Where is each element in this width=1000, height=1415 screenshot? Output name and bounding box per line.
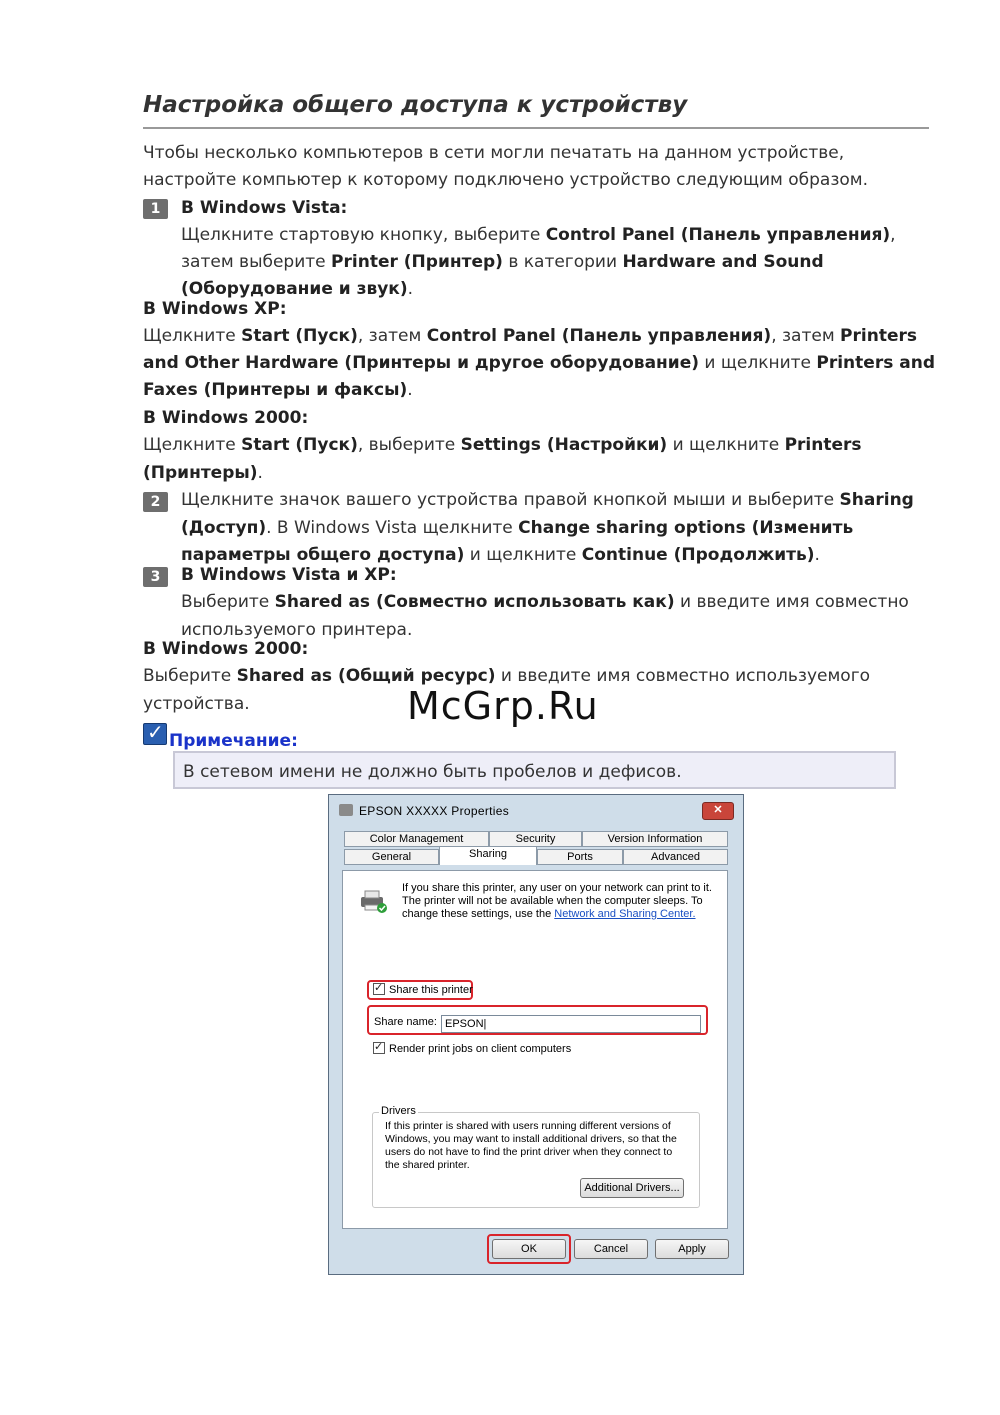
step-3-badge: 3 xyxy=(143,567,168,587)
step-2-badge: 2 xyxy=(143,492,168,512)
tab-general[interactable]: General xyxy=(344,849,439,865)
render-jobs-checkbox[interactable]: ✓Render print jobs on client computers xyxy=(373,1042,571,1055)
step-1-vista-line-3: (Оборудование и звук). xyxy=(181,279,414,299)
step-1-vista-line-2: затем выберите Printer (Принтер) в категории Hardware and Sound xyxy=(181,252,824,272)
share-name-input[interactable]: EPSON| xyxy=(441,1015,701,1033)
tab-security[interactable]: Security xyxy=(489,831,582,847)
share-name-label: Share name: xyxy=(374,1016,437,1028)
close-icon[interactable]: ✕ xyxy=(702,802,734,820)
note-title: Примечание: xyxy=(169,731,298,751)
note-check-icon: ✓ xyxy=(143,723,167,745)
tab-color-management[interactable]: Color Management xyxy=(344,831,489,847)
watermark: McGrp.Ru xyxy=(407,684,599,728)
step-3-w2k-heading: В Windows 2000: xyxy=(143,639,309,659)
step-1-w2k-line-1: Щелкните Start (Пуск), выберите Settings (Настройки) и щелкните Printers xyxy=(143,435,862,455)
render-check-icon xyxy=(373,1042,385,1054)
share-name-highlight xyxy=(367,1005,708,1035)
share-check-icon xyxy=(373,983,385,995)
step-3-heading: В Windows Vista и XP: xyxy=(181,565,397,585)
step-1-xp-line-3: Faxes (Принтеры и факсы). xyxy=(143,380,413,400)
shared-printer-icon xyxy=(358,888,388,914)
step-1-badge: 1 xyxy=(143,199,168,219)
apply-button[interactable]: Apply xyxy=(655,1239,729,1259)
step-1-vista-heading: В Windows Vista: xyxy=(181,198,348,218)
dialog-title: EPSON XXXXX Properties xyxy=(359,804,509,818)
cancel-button[interactable]: Cancel xyxy=(574,1239,648,1259)
sharing-panel xyxy=(342,870,728,1229)
tab-sharing[interactable]: Sharing xyxy=(439,846,537,865)
title-divider xyxy=(143,127,929,129)
step-3-w2k-line-1: Выберите Shared as (Общий ресурс) и введите имя совместно используемого xyxy=(143,666,871,686)
step-1-vista-line-1: Щелкните стартовую кнопку, выберите Control Panel (Панель управления), xyxy=(181,225,896,245)
note-box xyxy=(173,751,896,789)
step-1-xp-line-2: and Other Hardware (Принтеры и другое оборудование) и щелкните Printers and xyxy=(143,353,935,373)
info-line-1: If you share this printer, any user on your network can print to it. xyxy=(402,882,712,894)
intro-line-2: настройте компьютер к которому подключено устройство следующим образом. xyxy=(143,170,869,190)
properties-dialog xyxy=(328,794,744,1275)
drivers-text: If this printer is shared with users running different versions of Windows, you may want to install additional drivers, so that the users do not have to find the print driver when they connect to the shared printer. xyxy=(385,1120,677,1171)
step-3-line-2: используемого принтера. xyxy=(181,620,413,640)
sharing-info xyxy=(402,882,712,921)
step-2-line-2: (Доступ). В Windows Vista щелкните Change sharing options (Изменить xyxy=(181,518,854,538)
additional-drivers-button[interactable]: Additional Drivers... xyxy=(580,1178,684,1198)
share-this-printer-checkbox[interactable]: ✓Share this printer xyxy=(373,983,473,996)
step-1-xp-line-1: Щелкните Start (Пуск), затем Control Panel (Панель управления), затем Printers xyxy=(143,326,917,346)
tab-ports[interactable]: Ports xyxy=(537,849,623,865)
tab-version-information[interactable]: Version Information xyxy=(582,831,728,847)
info-line-3: change these settings, use the Network and Sharing Center. xyxy=(402,908,696,920)
step-3-line-1: Выберите Shared as (Совместно использовать как) и введите имя совместно xyxy=(181,592,909,612)
step-1-w2k-line-2: (Принтеры). xyxy=(143,463,263,483)
drivers-group-label: Drivers xyxy=(381,1105,416,1117)
note-text: В сетевом имени не должно быть пробелов и дефисов. xyxy=(183,762,682,782)
tab-advanced[interactable]: Advanced xyxy=(623,849,728,865)
step-3-w2k-line-2: устройства. xyxy=(143,694,250,714)
printer-app-icon xyxy=(339,804,353,816)
intro-line-1: Чтобы несколько компьютеров в сети могли печатать на данном устройстве, xyxy=(143,143,845,163)
step-1-w2k-heading: В Windows 2000: xyxy=(143,408,309,428)
page-title: Настройка общего доступа к устройству xyxy=(143,92,688,118)
step-1-xp-heading: В Windows XP: xyxy=(143,299,287,319)
network-sharing-center-link[interactable]: Network and Sharing Center. xyxy=(554,908,696,920)
step-2-line-3: параметры общего доступа) и щелкните Continue (Продолжить). xyxy=(181,545,820,565)
ok-button[interactable]: OK xyxy=(492,1239,566,1259)
info-line-2: The printer will not be available when the computer sleeps. To xyxy=(402,895,703,907)
drivers-group xyxy=(372,1105,700,1208)
step-2-line-1: Щелкните значок вашего устройства правой кнопкой мыши и выберите Sharing xyxy=(181,490,914,510)
